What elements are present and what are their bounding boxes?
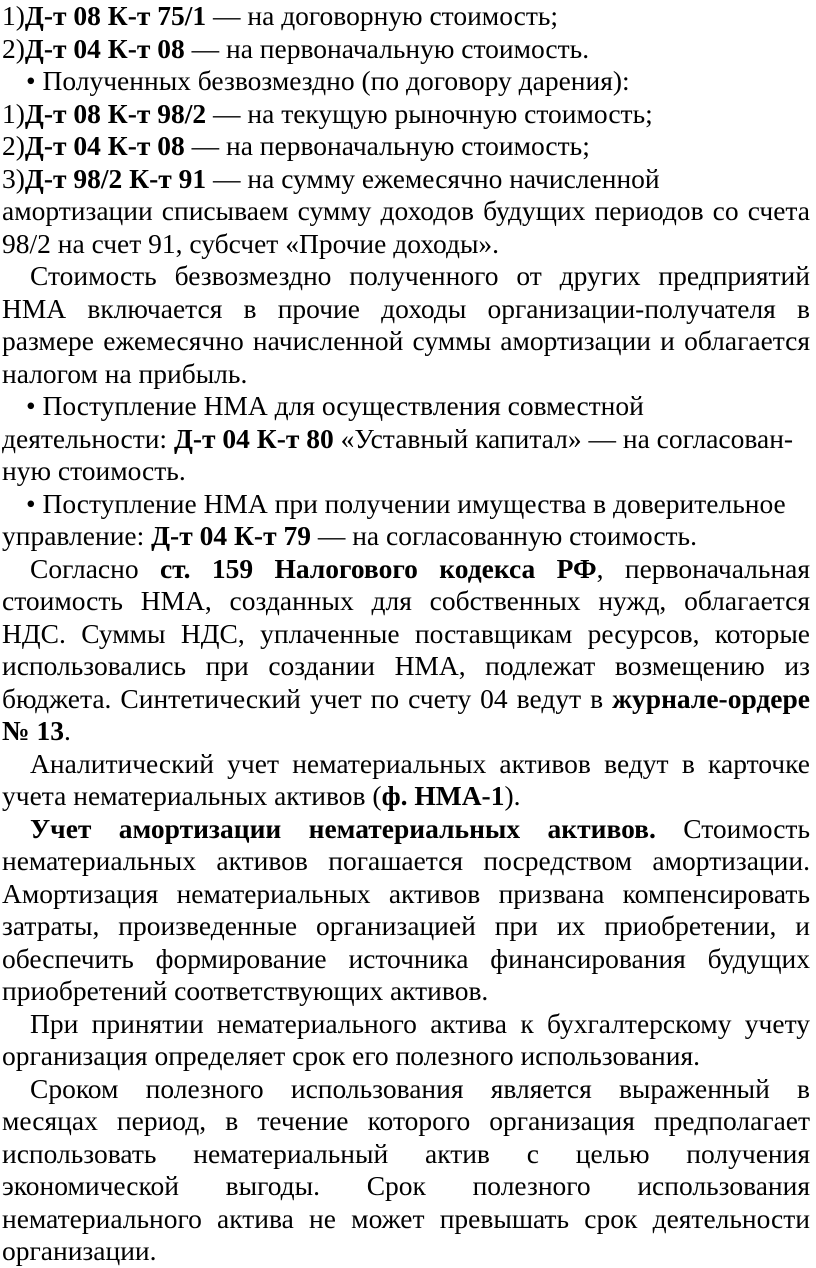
analytic-text: Аналитический учет нематериальных активов ведут в карточке учета нематериальных активов ( [2, 747, 810, 811]
entry-code: Д-т 04 К-т 08 [24, 130, 185, 161]
amortization-text: Стоимость нематериальных активов погашается посредством амортизации. Амортизация нематериальных активов призвана компенсировать затраты, произведенные организацией при их приобретении, и обеспечить формирование источника финансирования будущих приобретений соответствующих активов. [2, 812, 810, 1006]
journal-reference: журнале-ордере № 13 [2, 682, 810, 746]
bullet-joint-pre: деятельности: [2, 422, 174, 454]
entry-text: — на договорную стоимость; [206, 0, 559, 31]
paragraph-cost: Стоимость безвозмездно полученного от других предприятий НМА включается в прочие доходы организации-получателя в размере ежемесячно начисленной суммы амортизации и облагается налогом на прибыль. [2, 260, 810, 389]
entry-line [2, 163, 810, 196]
entry-text: — на текущую рыночную стоимость; [206, 97, 653, 129]
paragraph-useful-life: Сроком полезного использования является выраженный в месяцах период, в течение которого организация предполагает использовать нематериальный актив с целью получения экономической выгоды. Срок полезного использования нематериального актива не может превышать срок деятельности организации. [2, 1072, 810, 1266]
analytic-end: ). [504, 780, 521, 811]
entry-text: — на первоначальную стоимость. [184, 32, 590, 64]
entry-code: Д-т 08 К-т 98/2 [24, 97, 207, 129]
entry-number: 2) [2, 130, 25, 161]
nds-end: . [64, 715, 71, 746]
entry-number: 2) [2, 32, 25, 64]
entry-code: Д-т 98/2 К-т 91 [24, 162, 207, 194]
bullet-trust-line: • Поступление НМА при получении имущества в доверительное [26, 487, 786, 519]
bullet-joint-post: «Уставный капитал» — на согласован- [333, 422, 794, 454]
bullet-trust-post: — на согласованную стоимость. [310, 520, 697, 551]
paragraph-nds [2, 553, 810, 748]
gift-heading: • Полученных безвозмездно (по договору дарения): [26, 65, 630, 96]
entry-code: Д-т 04 К-т 79 [151, 520, 311, 551]
bullet-joint-entry [2, 423, 810, 456]
paragraph-amortization [2, 813, 810, 1008]
bullet-joint-line: • Поступление НМА для осуществления совместной [26, 390, 644, 421]
entry-line [2, 130, 810, 163]
tax-code-reference: ст. 159 Налогового кодекса РФ [159, 552, 597, 584]
nds-text: , первоначальная стоимость НМА, созданных для собственных нужд, облагается НДС. Суммы НДС, уплаченные поставщикам ресурсов, которые использовались при создании НМА, подлежат возмещению из бюджета. Синтетический учет по счету 04 ведут в [2, 552, 811, 714]
form-reference: ф. НМА-1 [381, 780, 505, 811]
entry-line [2, 33, 810, 66]
paragraph-acceptance: При принятии нематериального актива к бухгалтерскому учету организация определяет срок его полезного использования. [2, 1007, 810, 1071]
entry-text: — на первоначальную стоимость; [184, 130, 590, 161]
entry-number: 1) [2, 0, 25, 31]
entry-code: Д-т 04 К-т 08 [24, 32, 185, 64]
bullet-trust-pre: управление: [2, 520, 152, 551]
entry-continuation: амортизации списываем сумму доходов будущих периодов со счета 98/2 на счет 91, субсчет «Прочие доходы». [2, 195, 810, 259]
amortization-heading: Учет амортизации нематериальных активов. [30, 812, 656, 844]
paragraph-analytic [2, 748, 810, 813]
entry-text: — на сумму ежемесячно начисленной [206, 162, 660, 194]
bullet-joint-end: ную стоимость. [2, 455, 186, 486]
nds-pre: Согласно [30, 552, 160, 584]
entry-number: 3) [2, 162, 25, 194]
entry-code: Д-т 04 К-т 80 [173, 422, 334, 454]
entry-line [2, 0, 810, 33]
entry-code: Д-т 08 К-т 75/1 [24, 0, 207, 31]
entry-number: 1) [2, 97, 25, 129]
entry-line [2, 98, 810, 131]
bullet-trust-entry [2, 520, 810, 553]
